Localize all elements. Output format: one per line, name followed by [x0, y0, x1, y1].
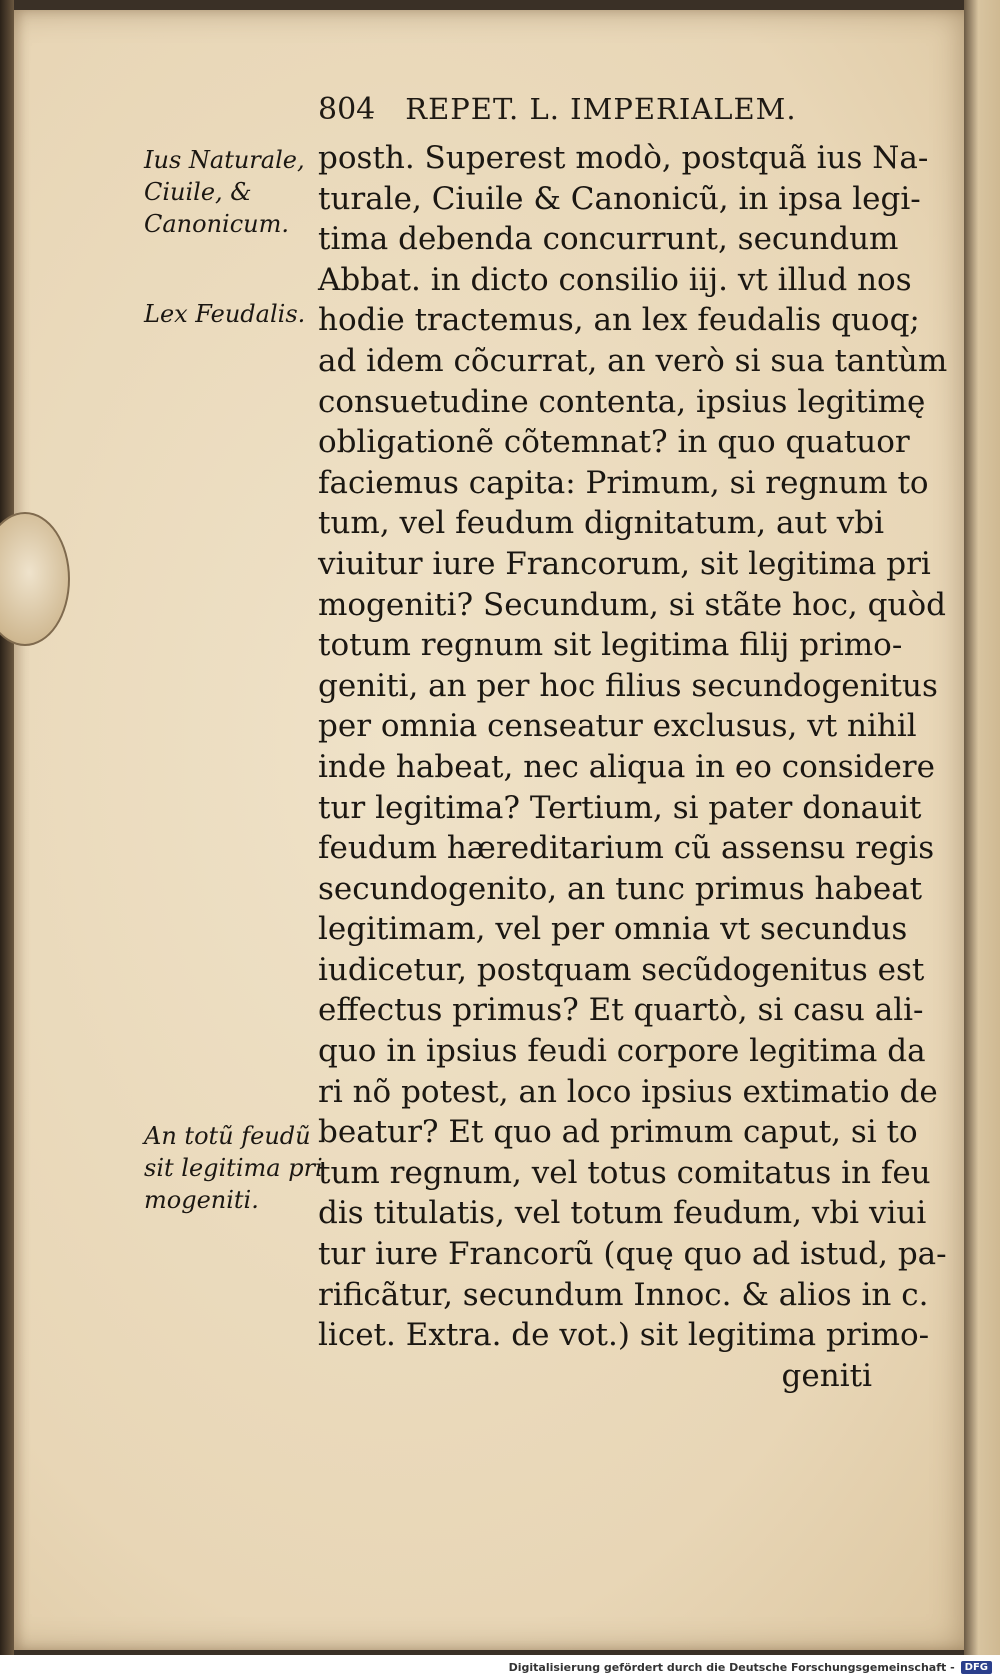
text-line: quo in ipsius feudi corpore legitima da [318, 1033, 926, 1070]
page-number: 804 [318, 92, 376, 127]
text-line: iudicetur, postquam secũdogenitus est [318, 951, 925, 988]
margin-note-line: Ius Naturale, [144, 146, 305, 174]
text-line: Abbat. in dicto consilio iij. vt illud nos [318, 261, 912, 298]
text-line: turale, Ciuile & Canonicũ, in ipsa legi- [318, 180, 921, 217]
text-line: mogeniti? Secundum, si stãte hoc, quòd [318, 586, 946, 623]
text-line: legitimam, vel per omnia vt secundus [318, 911, 908, 948]
text-line: ad idem cõcurrat, an verò si sua tantùm [318, 342, 948, 379]
text-line: feudum hæreditarium cũ assensu regis [318, 830, 935, 867]
text-line: hodie tractemus, an lex feudalis quoq; [318, 302, 920, 339]
text-line: licet. Extra. de vot.) sit legitima primo- [318, 1317, 930, 1354]
margin-note-an-totum [144, 1120, 323, 1216]
text-line: effectus primus? Et quartò, si casu ali- [318, 992, 924, 1029]
text-line: inde habeat, nec aliqua in eo considere [318, 748, 935, 785]
text-line: obligationẽ cõtemnat? in quo quatuor [318, 424, 910, 461]
text-line: tur iure Francorũ (quę quo ad istud, pa- [318, 1236, 947, 1273]
text-line: posth. Superest modò, postquã ius Na- [318, 140, 929, 176]
text-line: dis titulatis, vel totum feudum, vbi viui [318, 1195, 927, 1232]
text-line: tum, vel feudum dignitatum, aut vbi [318, 505, 884, 542]
text-line: faciemus capita: Primum, si regnum to [318, 464, 929, 501]
margin-note-line: Ciuile, & [144, 178, 252, 206]
text-line: tima debenda concurrunt, secundum [318, 221, 899, 258]
text-line: ri nõ potest, an loco ipsius extimatio de [318, 1073, 938, 1110]
book-spine-shadow [0, 0, 14, 1655]
dfg-logo: DFG [961, 1661, 992, 1674]
margin-note-line: Lex Feudalis. [144, 300, 306, 328]
text-line: totum regnum sit legitima filij primo- [318, 627, 903, 664]
running-title: REPET. L. IMPERIALEM. [405, 92, 797, 126]
text-line: tum regnum, vel totus comitatus in feu [318, 1154, 931, 1191]
text-line: beatur? Et quo ad primum caput, si to [318, 1114, 918, 1151]
margin-note-ius [144, 144, 312, 240]
text-line: geniti, an per hoc filius secundogenitus [318, 667, 938, 704]
text-line: viuitur iure Francorum, sit legitima pri [318, 545, 931, 582]
footer-credit: Digitalisierung gefördert durch die Deutsche Forschungsgemeinschaft - [508, 1660, 955, 1674]
margin-note-line: mogeniti. [144, 1186, 259, 1214]
margin-note-line: An totũ feudũ [144, 1122, 311, 1150]
margin-note-line: sit legitima pri [144, 1154, 323, 1182]
main-text-block [318, 138, 948, 1396]
text-line: secundogenito, an tunc primus habeat [318, 870, 923, 907]
text-line: consuetudine contenta, ipsius legitimę [318, 383, 926, 420]
text-line: tur legitima? Tertium, si pater donauit [318, 789, 922, 826]
margin-note-lex-feudalis [144, 298, 312, 330]
digitization-footer [0, 1655, 1000, 1679]
page-header [318, 92, 888, 136]
margin-note-line: Canonicum. [144, 210, 289, 238]
facing-page-edge [964, 0, 1000, 1655]
text-line: per omnia censeatur exclusus, vt nihil [318, 708, 917, 745]
text-line: rificãtur, secundum Innoc. & alios in c. [318, 1276, 929, 1313]
catchword: geniti [781, 1357, 872, 1394]
